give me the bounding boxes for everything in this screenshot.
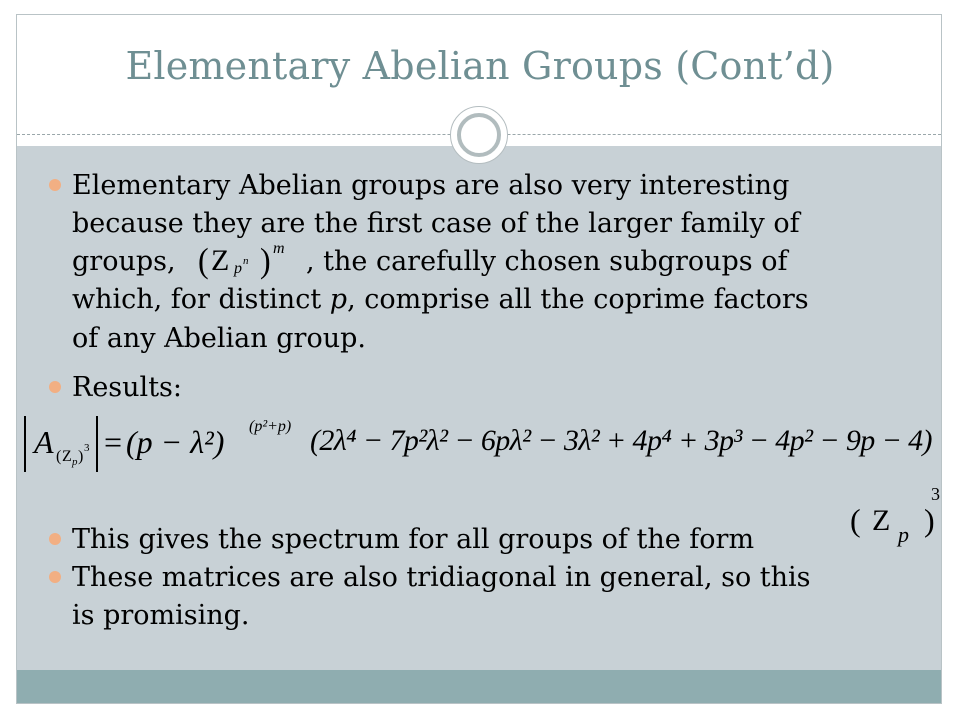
- formula-exponent: 3: [931, 484, 940, 504]
- bullet-marker: [49, 571, 61, 583]
- paren-close: ): [924, 502, 935, 538]
- bullet-4-line-1: These matrices are also tridiagonal in general, so this: [72, 562, 811, 593]
- inline-formula-zpn-m: [198, 242, 306, 282]
- lhs-subscript-exponent: 3: [84, 442, 90, 454]
- bullet-marker: [49, 533, 61, 545]
- paren-open: (: [198, 240, 209, 280]
- slide-title: Elementary Abelian Groups (Cont’d): [125, 44, 835, 88]
- formula-subscript: p: [234, 260, 242, 277]
- rhs-polynomial: (2λ⁴ − 7p²λ² − 6pλ² − 3λ² + 4p⁴ + 3p³ − 4p² − 9p − 4): [310, 424, 932, 457]
- bullet-1-line-5: of any Abelian group.: [72, 323, 366, 354]
- formula-subscript: p: [898, 522, 909, 547]
- abs-bar-left: [24, 416, 26, 472]
- bullet-1-line-2: because they are the first case of the larger family of: [72, 208, 800, 239]
- formula-subscript-exponent: n: [243, 255, 249, 267]
- bullet-1-line-4-variable: p: [329, 284, 348, 315]
- bullet-1-line-3-start: groups,: [72, 246, 176, 277]
- bullet-1-line-4: [72, 281, 809, 320]
- rhs-factor-exponent: (p²+p): [249, 418, 292, 435]
- result-formula: [24, 414, 940, 480]
- bullet-2-text: Results:: [72, 372, 182, 403]
- lhs-subscript-close: ): [78, 448, 84, 465]
- lhs-matrix-symbol: A: [34, 424, 54, 460]
- circle-ornament-inner: [457, 113, 501, 157]
- paren-open: (: [850, 502, 861, 538]
- rhs-factor: (p − λ²): [126, 424, 225, 460]
- formula-base: Z: [211, 244, 230, 277]
- bullet-1-line-4-end: , comprise all the coprime factors: [347, 284, 809, 315]
- lhs-subscript-base: Z: [62, 448, 72, 465]
- bullet-1-line-3-end: , the carefully chosen subgroups of: [306, 246, 788, 277]
- circle-ornament-icon: [450, 106, 508, 164]
- bullet-marker: [49, 179, 61, 191]
- lhs-subscript-open: (: [56, 448, 62, 465]
- formula-zp-cubed: [850, 484, 950, 548]
- abs-bar-right: [96, 416, 98, 472]
- bullet-1-line-1: Elementary Abelian groups are also very interesting: [72, 170, 790, 201]
- formula-exponent: m: [273, 240, 285, 257]
- paren-close: ): [260, 240, 271, 280]
- footer-bar: [17, 670, 941, 703]
- bullet-3-text: This gives the spectrum for all groups of the form: [72, 524, 755, 555]
- bullet-marker: [49, 381, 61, 393]
- bullet-1-line-4-start: which, for distinct: [72, 284, 322, 315]
- lhs-subscript-sub: p: [72, 456, 78, 468]
- bullet-4-line-2: is promising.: [72, 600, 250, 631]
- equals-sign: =: [104, 424, 123, 460]
- formula-base: Z: [872, 504, 891, 537]
